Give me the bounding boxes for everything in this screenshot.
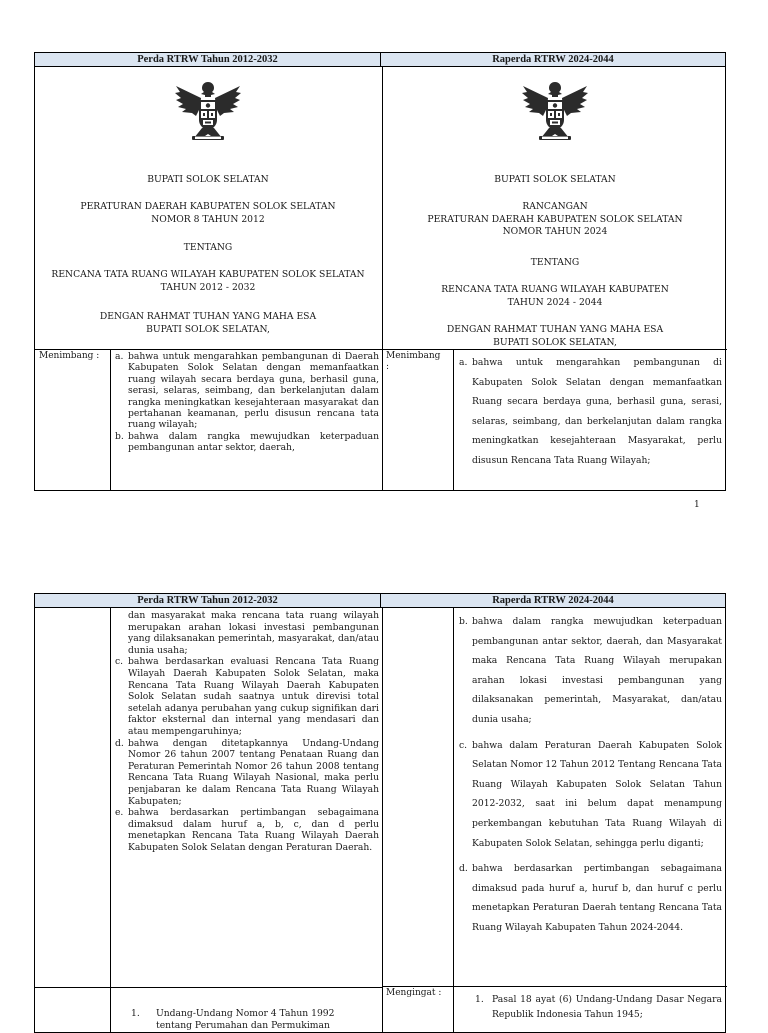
header-perda-2012: Perda RTRW Tahun 2012-2032	[137, 595, 278, 606]
list-item	[115, 610, 379, 656]
row-divider	[35, 987, 382, 988]
menimbang-label: Menimbang :	[386, 351, 441, 372]
header-raperda-2024: Raperda RTRW 2024-2044	[380, 53, 725, 66]
item-marker: c.	[459, 739, 468, 751]
item-marker: e.	[115, 807, 124, 819]
item-marker: b.	[459, 616, 468, 627]
rahmat-heading: DENGAN RAHMAT TUHAN YANG MAHA ESA BUPATI SOLOK SELATAN,	[99, 311, 317, 335]
comparison-table-page-1	[34, 52, 726, 491]
item-text: bahwa berdasarkan evaluasi Rencana Tata Ruang Wilayah Daerah Kabupaten Solok Selatan, maka Rencana Tata Ruang Wilayah Daerah Kabupaten Solok Selatan sudah saatnya untuk direvisi total setelah adanya perubahan yang cukup signifikan dari faktor eksternal dan internal yang mendasari dan atau mempengaruhinya;	[128, 656, 379, 737]
right-title-block	[382, 68, 728, 350]
right-mengingat-list	[475, 992, 722, 1022]
menimbang-label: Menimbang :	[39, 351, 100, 361]
label-column-divider	[453, 608, 454, 1032]
item-marker: d.	[459, 863, 468, 875]
item-marker: 1.	[475, 994, 484, 1005]
label-column-divider	[453, 350, 454, 490]
left-title-block	[35, 68, 381, 350]
list-item	[459, 736, 722, 854]
item-marker: a.	[459, 357, 468, 368]
left-menimbang-list	[115, 351, 379, 454]
item-marker: c.	[115, 656, 124, 668]
header-raperda-2024: Raperda RTRW 2024-2044	[380, 594, 725, 607]
header-perda-2012: Perda RTRW Tahun 2012-2032	[137, 54, 278, 65]
label-column-divider	[110, 350, 111, 490]
item-text: bahwa berdasarkan pertimbangan sebagaimana dimaksud pada huruf a, huruf b, dan huruf c perlu menetapkan Peraturan Daerah tentang Rencana Tata Ruang Wilayah Kabupaten Tahun 2024-2044.	[472, 863, 722, 933]
list-item	[115, 656, 379, 737]
item-text: Undang-Undang Nomor 4 Tahun 1992 tentang Perumahan dan Permukiman	[156, 1008, 335, 1031]
item-text: bahwa berdasarkan pertimbangan sebagaimana dimaksud dalam huruf a, b, c, dan d perlu menetapkan Rencana Tata Ruang Wilayah Daerah Kabupaten Solok Selatan dengan Peraturan Daerah.	[128, 807, 379, 853]
judul-heading: RENCANA TATA RUANG WILAYAH KABUPATEN SOLOK SELATAN TAHUN 2012 - 2032	[51, 269, 365, 293]
item-text: bahwa untuk mengarahkan pembangunan di Kabupaten Solok Selatan dengan memanfaatkan Ruang secara berdaya guna, berhasil guna, serasi, selaras, seimbang, dan berkelanjutan dalam rangka meningkatkan kesejahteraan Masyarakat, perlu disusun Rencana Tata Ruang Wilayah;	[472, 357, 722, 466]
item-text: Pasal 18 ayat (6) Undang-Undang Dasar Negara Republik Indonesia Tahun 1945;	[492, 994, 722, 1020]
tentang-heading: TENTANG	[183, 242, 233, 253]
item-text: bahwa dalam rangka mewujudkan keterpaduan pembangunan antar sektor, daerah, dan Masyarakat maka Rencana Tata Ruang Wilayah merupakan arahan lokasi investasi pembangunan yang dilaksanakan pemerintah, Masyarakat, dan/atau dunia usaha;	[472, 616, 722, 725]
garuda-emblem-icon	[519, 78, 591, 144]
bupati-heading: BUPATI SOLOK SELATAN	[494, 174, 616, 185]
judul-heading: RENCANA TATA RUANG WILAYAH KABUPATEN TAHUN 2024 - 2044	[441, 284, 669, 308]
item-marker	[115, 610, 128, 656]
item-text: bahwa dalam rangka mewujudkan keterpaduan pembangunan antar sektor, daerah,	[128, 430, 379, 454]
list-item	[131, 1008, 336, 1031]
perda-number-heading: PERATURAN DAERAH KABUPATEN SOLOK SELATAN NOMOR 8 TAHUN 2012	[80, 201, 336, 225]
list-item	[475, 992, 722, 1022]
page-number: 1	[694, 500, 700, 510]
column-divider	[382, 608, 383, 1032]
item-text: bahwa dalam Peraturan Daerah Kabupaten Solok Selatan Nomor 12 Tahun 2012 Tentang Rencana Tata Ruang Wilayah Kabupaten Solok Selatan Tahun 2012-2032, saat ini belum dapat menampung perkembangan kebutuhan Tata Ruang Wilayah di Kabupaten Solok Selatan, sehingga perlu diganti;	[472, 739, 722, 849]
comparison-table-page-2	[34, 593, 726, 1033]
rahmat-heading: DENGAN RAHMAT TUHAN YANG MAHA ESA BUPATI SOLOK SELATAN,	[446, 324, 664, 348]
right-menimbang-list-continued	[459, 612, 722, 938]
table-header-row	[35, 53, 725, 67]
item-marker: d.	[115, 737, 124, 749]
item-marker: 1.	[131, 1008, 140, 1019]
tentang-heading: TENTANG	[530, 257, 580, 268]
list-item	[115, 738, 379, 808]
row-divider	[35, 349, 727, 350]
list-item	[459, 612, 722, 730]
list-item	[459, 353, 722, 470]
mengingat-label: Mengingat :	[386, 988, 442, 998]
label-column-divider	[110, 608, 111, 1032]
left-mengingat-list	[131, 1008, 336, 1031]
right-menimbang-list	[459, 353, 722, 470]
item-text: bahwa untuk mengarahkan pembangunan di Daerah Kabupaten Solok Selatan dengan memanfaatkan ruang wilayah secara berdaya guna, berhasil guna, serasi, selaras, seimbang, dan berkelanjutan dalam rangka meningkatkan kesejahteraan masyarakat dan pertahanan keamanan, perlu disusun rencana tata ruang wilayah;	[128, 351, 379, 431]
row-divider	[382, 986, 727, 987]
list-item	[115, 431, 379, 454]
list-item	[459, 859, 722, 937]
list-item	[115, 351, 379, 431]
garuda-emblem-icon	[172, 78, 244, 144]
list-item	[115, 807, 379, 853]
item-marker: a.	[115, 351, 124, 362]
item-text: dan masyarakat maka rencana tata ruang wilayah merupakan arahan lokasi investasi pembangunan yang dilaksanakan pemerintah, masyarakat, dan/atau dunia usaha;	[128, 610, 379, 656]
rancangan-perda-heading: RANCANGAN PERATURAN DAERAH KABUPATEN SOLOK SELATAN NOMOR TAHUN 2024	[427, 201, 683, 237]
bupati-heading: BUPATI SOLOK SELATAN	[147, 174, 269, 185]
item-text: bahwa dengan ditetapkannya Undang-Undang Nomor 26 tahun 2007 tentang Penataan Ruang dan Peraturan Pemerintah Nomor 26 tahun 2008 tentang Rencana Tata Ruang Wilayah Nasional, maka perlu penjabaran ke dalam Rencana Tata Ruang Wilayah Kabupaten;	[128, 737, 379, 807]
item-marker: b.	[115, 430, 124, 442]
table-header-row	[35, 594, 725, 608]
left-menimbang-list-continued	[115, 610, 379, 853]
